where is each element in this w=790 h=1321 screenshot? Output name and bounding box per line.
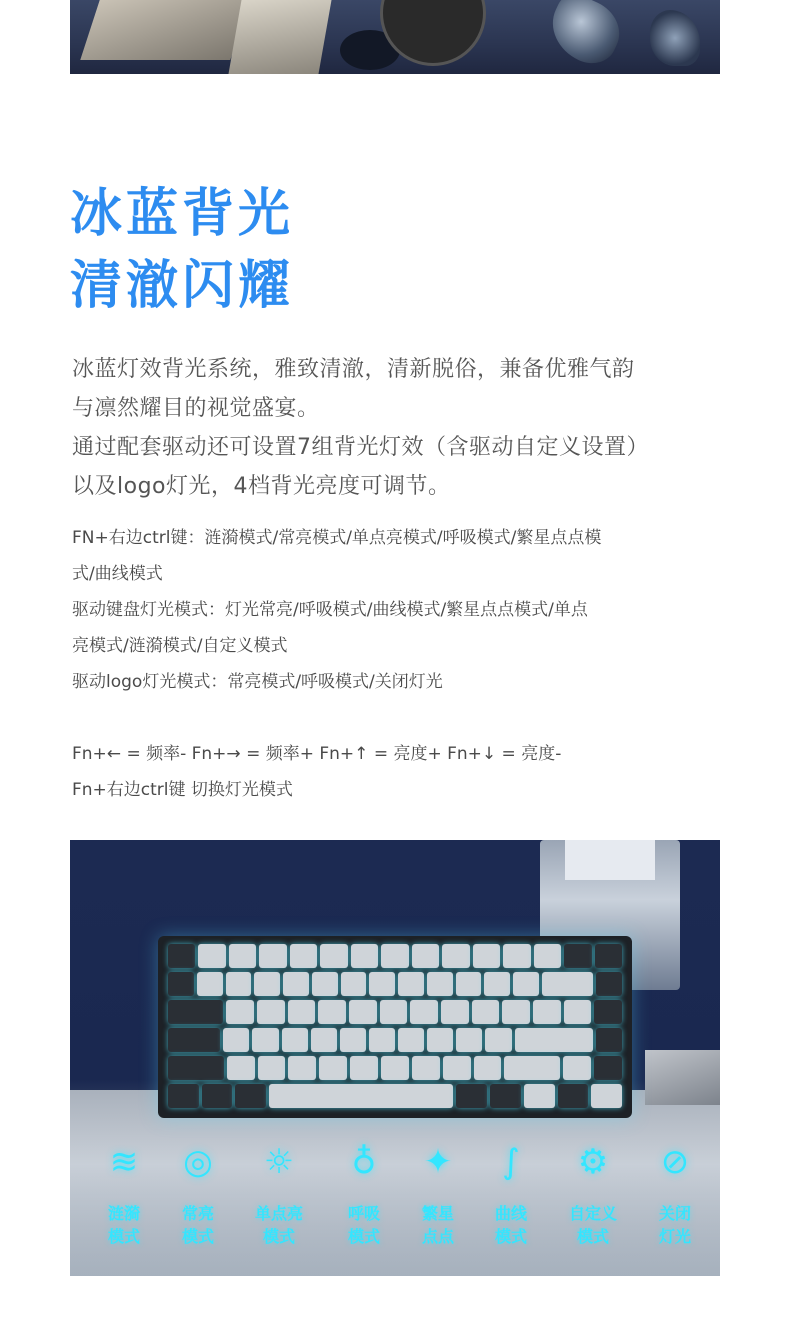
description-line: 以及logo灯光，4档背光亮度可调节。 [72,474,451,499]
ripple-icon: ≋ [109,1142,139,1182]
mode-breathing: ♁ 呼吸 模式 [327,1140,401,1248]
keyboard-photo [70,840,720,1276]
sun-icon: ☼ [263,1142,295,1182]
lighting-modes-text [72,520,702,700]
shortcut-line-1: Fn+← = 频率- Fn+→ = 频率+ Fn+↑ = 亮度+ Fn+↓ = 亮度- [72,744,562,764]
mode-single-key: ☼ 单点亮 模式 [254,1142,303,1246]
curve-icon: ∫ [502,1142,520,1182]
mode-off: ⊘ 关闭 灯光 [638,1140,712,1248]
bulb-ring-icon: ◎ [183,1142,213,1182]
description [72,350,712,506]
shortcut-line-2: Fn+右边ctrl键 切换灯光模式 [72,780,293,800]
modes-line: 驱动键盘灯光模式：灯光常亮/呼吸模式/曲线模式/繁星点点模式/单点 [72,600,588,620]
bulb-off-icon: ⊘ [660,1142,690,1182]
mode-curve: ∫ 曲线 模式 [474,1140,548,1248]
shortcut-text [72,736,702,808]
modes-line: 亮模式/涟漪模式/自定义模式 [72,636,288,656]
modes-line: 式/曲线模式 [72,564,163,584]
keyboard-image [158,936,632,1118]
sparkle-icon: ✦ [423,1142,453,1182]
top-product-photo [70,0,720,74]
description-line: 与凛然耀目的视觉盛宴。 [72,396,320,421]
description-line: 通过配套驱动还可设置7组背光灯效（含驱动自定义设置） [72,435,649,460]
description-line: 冰蓝灯效背光系统，雅致清澈，清新脱俗，兼备优雅气韵 [72,357,635,382]
headline-line-1: 冰蓝背光 [70,184,295,244]
gear-icon: ⚙ [577,1142,609,1182]
mode-ripple: ≋ 涟漪 模式 [87,1140,161,1248]
headline-line-2: 清澈闪耀 [70,256,295,316]
mode-custom: ⚙ 自定义 模式 [568,1142,617,1246]
mode-starry: ✦ 繁星 点点 [401,1140,475,1248]
bulb-icon: ♁ [351,1142,377,1182]
light-mode-bar [70,1130,720,1276]
modes-line: FN+右边ctrl键：涟漪模式/常亮模式/单点亮模式/呼吸模式/繁星点点模 [72,528,602,548]
modes-line: 驱动logo灯光模式：常亮模式/呼吸模式/关闭灯光 [72,672,443,692]
mode-steady: ◎ 常亮 模式 [161,1140,235,1248]
headline [70,178,294,322]
